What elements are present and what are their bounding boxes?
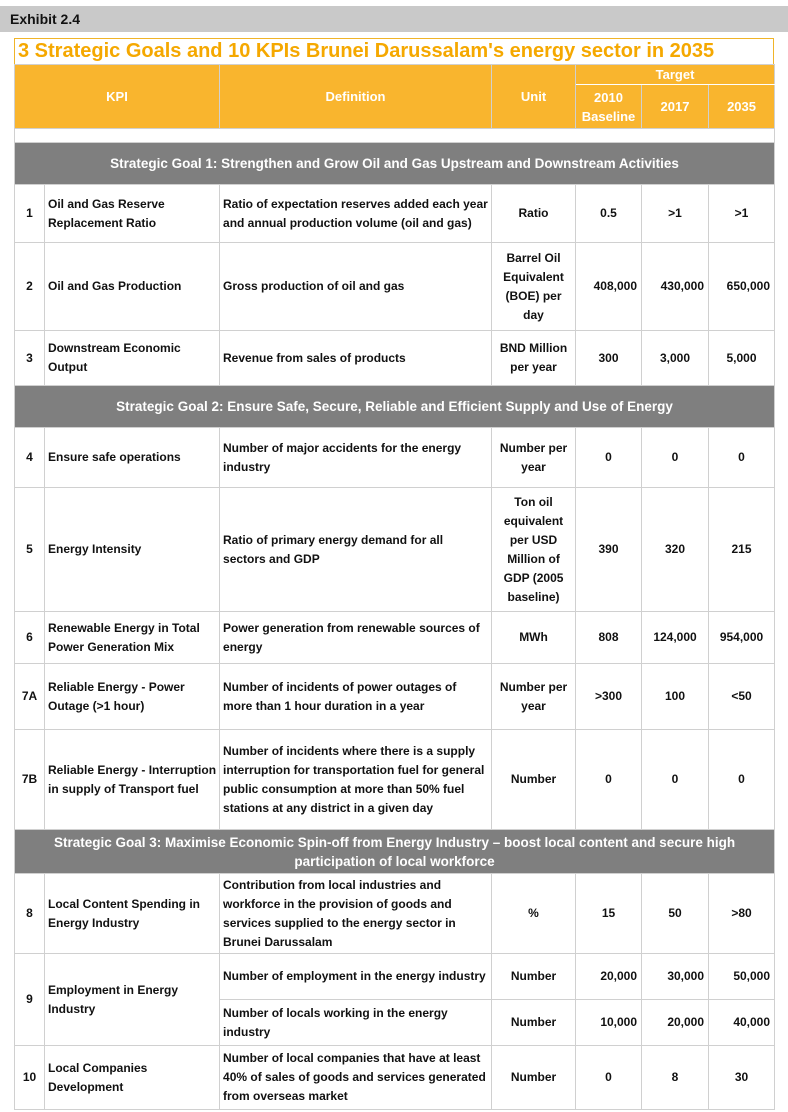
kpi-name: Oil and Gas Reserve Replacement Ratio <box>45 185 220 243</box>
table-row <box>15 488 775 612</box>
kpi-name: Oil and Gas Production <box>45 243 220 331</box>
kpi-name: Energy Intensity <box>45 488 220 612</box>
kpi-2017-target: 50 <box>642 874 709 954</box>
kpi-unit: Number <box>492 954 576 1000</box>
kpi-2035-target: 954,000 <box>709 612 775 664</box>
kpi-2035-target: 215 <box>709 488 775 612</box>
kpi-definition: Revenue from sales of products <box>220 331 492 386</box>
kpi-2017-target: >1 <box>642 185 709 243</box>
kpi-2035-target: >1 <box>709 185 775 243</box>
table-row <box>15 185 775 243</box>
kpi-2017-target: 20,000 <box>642 1000 709 1046</box>
kpi-2010-baseline: 0 <box>576 428 642 488</box>
kpi-number: 9 <box>15 954 45 1046</box>
kpi-2010-baseline: 0 <box>576 730 642 830</box>
kpi-2017-target: 0 <box>642 730 709 830</box>
kpi-unit: Ton oil equivalent per USD Million of GDP (2005 baseline) <box>492 488 576 612</box>
goal-3-header: Strategic Goal 3: Maximise Economic Spin-off from Energy Industry – boost local content and secure high participation of local workforce <box>15 830 775 874</box>
kpi-definition: Ratio of primary energy demand for all sectors and GDP <box>220 488 492 612</box>
kpi-unit: Number <box>492 1046 576 1110</box>
kpi-2035-target: 0 <box>709 428 775 488</box>
table-row <box>15 612 775 664</box>
table-row <box>15 428 775 488</box>
header-target: Target <box>576 65 775 85</box>
spacer <box>15 129 775 143</box>
page-title: 3 Strategic Goals and 10 KPIs Brunei Darussalam's energy sector in 2035 <box>14 38 774 64</box>
header-unit: Unit <box>492 65 576 129</box>
header-2010: 2010 <box>594 89 623 105</box>
kpi-unit: Barrel Oil Equivalent (BOE) per day <box>492 243 576 331</box>
kpi-2010-baseline: 10,000 <box>576 1000 642 1046</box>
kpi-number: 10 <box>15 1046 45 1110</box>
kpi-name: Local Content Spending in Energy Industry <box>45 874 220 954</box>
kpi-2010-baseline: 300 <box>576 331 642 386</box>
kpi-2010-baseline: >300 <box>576 664 642 730</box>
table-row <box>15 730 775 830</box>
exhibit-label: Exhibit 2.4 <box>0 6 788 32</box>
kpi-2035-target: 50,000 <box>709 954 775 1000</box>
kpi-2010-baseline: 15 <box>576 874 642 954</box>
kpi-2010-baseline: 408,000 <box>576 243 642 331</box>
table-row <box>15 954 775 1000</box>
kpi-number: 8 <box>15 874 45 954</box>
kpi-unit: Number per year <box>492 664 576 730</box>
kpi-2010-baseline: 20,000 <box>576 954 642 1000</box>
table-row <box>15 1046 775 1110</box>
kpi-2035-target: 40,000 <box>709 1000 775 1046</box>
kpi-2017-target: 430,000 <box>642 243 709 331</box>
kpi-2035-target: 5,000 <box>709 331 775 386</box>
kpi-2035-target: 0 <box>709 730 775 830</box>
kpi-name: Reliable Energy - Interruption in supply of Transport fuel <box>45 730 220 830</box>
kpi-number: 4 <box>15 428 45 488</box>
kpi-2010-baseline: 808 <box>576 612 642 664</box>
kpi-name: Ensure safe operations <box>45 428 220 488</box>
header-kpi: KPI <box>15 65 220 129</box>
header-baseline: Baseline <box>581 108 636 124</box>
table-row <box>15 664 775 730</box>
header-2010-baseline <box>576 85 642 129</box>
kpi-unit: % <box>492 874 576 954</box>
kpi-2017-target: 124,000 <box>642 612 709 664</box>
kpi-2017-target: 8 <box>642 1046 709 1110</box>
kpi-definition: Number of locals working in the energy industry <box>220 1000 492 1046</box>
kpi-definition: Number of incidents where there is a supply interruption for transportation fuel for general public consumption at more than 50% fuel stations at any district in a given day <box>220 730 492 830</box>
header-definition: Definition <box>220 65 492 129</box>
kpi-definition: Contribution from local industries and workforce in the provision of goods and services supplied to the energy sector in Brunei Darussalam <box>220 874 492 954</box>
kpi-number: 2 <box>15 243 45 331</box>
kpi-2017-target: 320 <box>642 488 709 612</box>
kpi-2017-target: 3,000 <box>642 331 709 386</box>
kpi-unit: MWh <box>492 612 576 664</box>
header-2017: 2017 <box>642 85 709 129</box>
kpi-unit: Ratio <box>492 185 576 243</box>
header-2035: 2035 <box>709 85 775 129</box>
kpi-2017-target: 30,000 <box>642 954 709 1000</box>
kpi-name: Downstream Economic Output <box>45 331 220 386</box>
kpi-2010-baseline: 0.5 <box>576 185 642 243</box>
kpi-2035-target: 650,000 <box>709 243 775 331</box>
kpi-2017-target: 0 <box>642 428 709 488</box>
kpi-name: Local Companies Development <box>45 1046 220 1110</box>
table-row <box>15 331 775 386</box>
kpi-unit: Number per year <box>492 428 576 488</box>
kpi-definition: Number of local companies that have at least 40% of sales of goods and services generated from overseas market <box>220 1046 492 1110</box>
goal-1-header: Strategic Goal 1: Strengthen and Grow Oil and Gas Upstream and Downstream Activities <box>15 143 775 185</box>
kpi-definition: Number of employment in the energy industry <box>220 954 492 1000</box>
kpi-unit: Number <box>492 730 576 830</box>
kpi-definition: Power generation from renewable sources of energy <box>220 612 492 664</box>
table-row <box>15 874 775 954</box>
kpi-table <box>14 64 775 1110</box>
kpi-number: 5 <box>15 488 45 612</box>
kpi-2010-baseline: 390 <box>576 488 642 612</box>
kpi-definition: Gross production of oil and gas <box>220 243 492 331</box>
kpi-2035-target: 30 <box>709 1046 775 1110</box>
kpi-number: 3 <box>15 331 45 386</box>
kpi-unit: BND Million per year <box>492 331 576 386</box>
kpi-number: 7B <box>15 730 45 830</box>
kpi-definition: Number of incidents of power outages of more than 1 hour duration in a year <box>220 664 492 730</box>
kpi-2035-target: >80 <box>709 874 775 954</box>
kpi-number: 7A <box>15 664 45 730</box>
kpi-name: Reliable Energy - Power Outage (>1 hour) <box>45 664 220 730</box>
kpi-2017-target: 100 <box>642 664 709 730</box>
kpi-definition: Number of major accidents for the energy industry <box>220 428 492 488</box>
kpi-name: Employment in Energy Industry <box>45 954 220 1046</box>
goal-2-header: Strategic Goal 2: Ensure Safe, Secure, Reliable and Efficient Supply and Use of Energy <box>15 386 775 428</box>
table-row <box>15 243 775 331</box>
kpi-number: 1 <box>15 185 45 243</box>
kpi-number: 6 <box>15 612 45 664</box>
kpi-definition: Ratio of expectation reserves added each year and annual production volume (oil and gas) <box>220 185 492 243</box>
kpi-2010-baseline: 0 <box>576 1046 642 1110</box>
kpi-name: Renewable Energy in Total Power Generation Mix <box>45 612 220 664</box>
kpi-unit: Number <box>492 1000 576 1046</box>
kpi-2035-target: <50 <box>709 664 775 730</box>
